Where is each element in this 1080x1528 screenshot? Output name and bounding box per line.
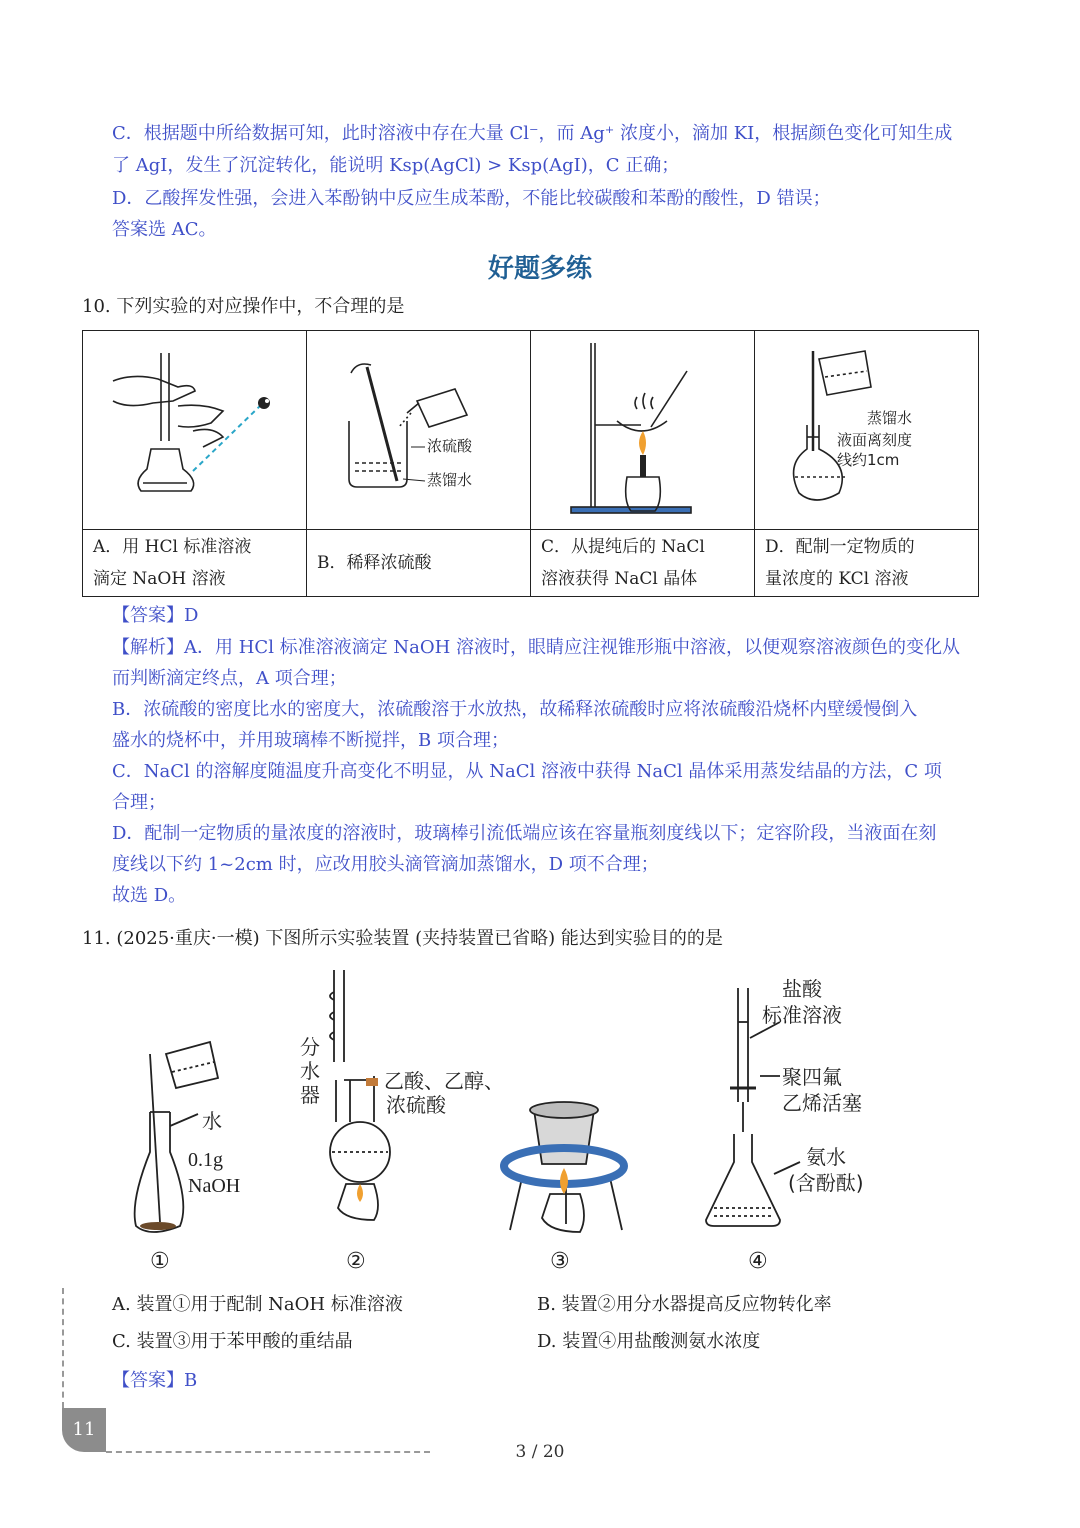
label-hcl: 盐酸 bbox=[782, 977, 822, 1001]
q10-analysis-line: B．浓硫酸的密度比水的密度大，浓硫酸溶于水放热，故稀释浓硫酸时应将浓硫酸沿烧杯内壁缓慢倒入 bbox=[112, 699, 918, 720]
label-separator-1: 分 bbox=[300, 1035, 320, 1059]
label-n1: ① bbox=[150, 1249, 170, 1274]
dilution-illustration bbox=[307, 331, 510, 525]
evaporation-illustration bbox=[531, 331, 734, 525]
q11-option-d: D. 装置④用盐酸测氨水浓度 bbox=[537, 1331, 761, 1352]
titration-illustration bbox=[83, 331, 286, 525]
label-ptfe-1: 聚四氟 bbox=[782, 1065, 842, 1089]
q11-option-c: C. 装置③用于苯甲酸的重结晶 bbox=[112, 1331, 353, 1352]
q10-analysis-line: 盛水的烧杯中，并用玻璃棒不断搅拌，B 项合理； bbox=[112, 730, 509, 751]
q10-caption-c bbox=[531, 530, 755, 597]
label-conc-sulfuric: 浓硫酸 bbox=[427, 437, 473, 455]
apparatus-1 bbox=[135, 1042, 218, 1232]
q11-option-b: B. 装置②用分水器提高反应物转化率 bbox=[537, 1294, 832, 1315]
caption-line: A．用 HCl 标准溶液 bbox=[93, 537, 252, 557]
q10-caption-a bbox=[83, 530, 307, 597]
label-ammonia: 氨水 bbox=[806, 1145, 846, 1169]
caption-line: C．从提纯后的 NaCl bbox=[541, 537, 705, 557]
page-tab: 11 bbox=[62, 1408, 106, 1452]
caption-line: 溶液获得 NaCl 晶体 bbox=[541, 569, 698, 589]
label-standard-solution: 标准溶液 bbox=[762, 1003, 842, 1027]
q11-option-a: A. 装置①用于配制 NaOH 标准溶液 bbox=[112, 1294, 403, 1315]
q10-figure-d bbox=[755, 331, 979, 530]
q10-analysis-line: 故选 D。 bbox=[112, 885, 187, 906]
caption-line: B．稀释浓硫酸 bbox=[317, 553, 432, 573]
q10-analysis-line: 【解析】A．用 HCl 标准溶液滴定 NaOH 溶液时，眼睛应注视锥形瓶中溶液，以便观察溶液颜色的变化从 bbox=[112, 637, 961, 658]
prev-explanation-line: 答案选 AC。 bbox=[112, 219, 217, 240]
caption-line: D．配制一定物质的 bbox=[765, 537, 915, 557]
label-level-line: 液面离刻度 bbox=[837, 431, 913, 449]
label-reagents: 乙酸、乙醇、 bbox=[384, 1069, 504, 1093]
label-n2: ② bbox=[346, 1249, 366, 1274]
margin-dashed-line bbox=[62, 1288, 64, 1408]
q10-figure-c bbox=[531, 331, 755, 530]
label-water: 水 bbox=[202, 1109, 222, 1133]
label-distilled-water: 蒸馏水 bbox=[427, 471, 473, 489]
prev-explanation-line: D．乙酸挥发性强，会进入苯酚钠中反应生成苯酚，不能比较碳酸和苯酚的酸性，D 错误； bbox=[112, 188, 831, 209]
apparatus-3 bbox=[510, 1102, 622, 1232]
q10-answer: 【答案】D bbox=[112, 605, 199, 626]
label-separator-3: 器 bbox=[300, 1083, 320, 1107]
caption-line: 滴定 NaOH 溶液 bbox=[93, 569, 226, 589]
section-title: 好题多练 bbox=[487, 254, 592, 284]
page-number: 3 / 20 bbox=[515, 1442, 565, 1462]
label-separator-2: 水 bbox=[300, 1059, 320, 1083]
q10-analysis-line: C．NaCl 的溶解度随温度升高变化不明显，从 NaCl 溶液中获得 NaCl 晶体采用蒸发结晶的方法，C 项 bbox=[112, 761, 942, 782]
q10-analysis-line: 合理； bbox=[112, 792, 166, 813]
label-n3: ③ bbox=[550, 1249, 570, 1274]
q11-stem: 11. (2025·重庆·一模) 下图所示实验装置 (夹持装置已省略) 能达到实验目的的是 bbox=[82, 928, 723, 949]
prev-explanation-line: 了 AgI，发生了沉淀转化，能说明 Ksp(AgCl) > Ksp(AgI)，C 正确； bbox=[112, 155, 680, 176]
q10-analysis-line: 而判断滴定终点，A 项合理； bbox=[112, 668, 347, 689]
q10-figure-table bbox=[82, 330, 979, 597]
label-n4: ④ bbox=[748, 1249, 768, 1274]
label-distilled-water: 蒸馏水 bbox=[867, 409, 913, 427]
q10-caption-d bbox=[755, 530, 979, 597]
q10-figure-b bbox=[307, 331, 531, 530]
label-1cm: 线约1cm bbox=[837, 451, 900, 469]
q10-caption-b bbox=[307, 530, 531, 597]
label-conc-sulfuric: 浓硫酸 bbox=[386, 1093, 446, 1117]
q10-figure-a bbox=[83, 331, 307, 530]
prev-explanation-line: C．根据题中所给数据可知，此时溶液中存在大量 Cl⁻，而 Ag⁺ 浓度小，滴加 KI，根据颜色变化可知生成 bbox=[112, 123, 953, 144]
q10-stem: 10. 下列实验的对应操作中，不合理的是 bbox=[82, 296, 405, 317]
q10-analysis-line: D．配制一定物质的量浓度的溶液时，玻璃棒引流低端应该在容量瓶刻度线以下；定容阶段，当液面在刻 bbox=[112, 823, 937, 844]
label-mass: 0.1g bbox=[188, 1149, 223, 1171]
q10-analysis-line: 度线以下约 1~2cm 时，应改用胶头滴管滴加蒸馏水，D 项不合理； bbox=[112, 854, 659, 875]
q11-answer: 【答案】B bbox=[112, 1370, 198, 1391]
apparatus-2 bbox=[330, 970, 390, 1220]
caption-line: 量浓度的 KCl 溶液 bbox=[765, 569, 909, 589]
volumetric-flask-illustration bbox=[755, 331, 958, 525]
label-phenolphthalein: (含酚酞) bbox=[788, 1171, 864, 1195]
label-ptfe-2: 乙烯活塞 bbox=[782, 1091, 862, 1115]
label-naoh: NaOH bbox=[188, 1175, 241, 1197]
q11-apparatus-figure bbox=[110, 962, 910, 1280]
